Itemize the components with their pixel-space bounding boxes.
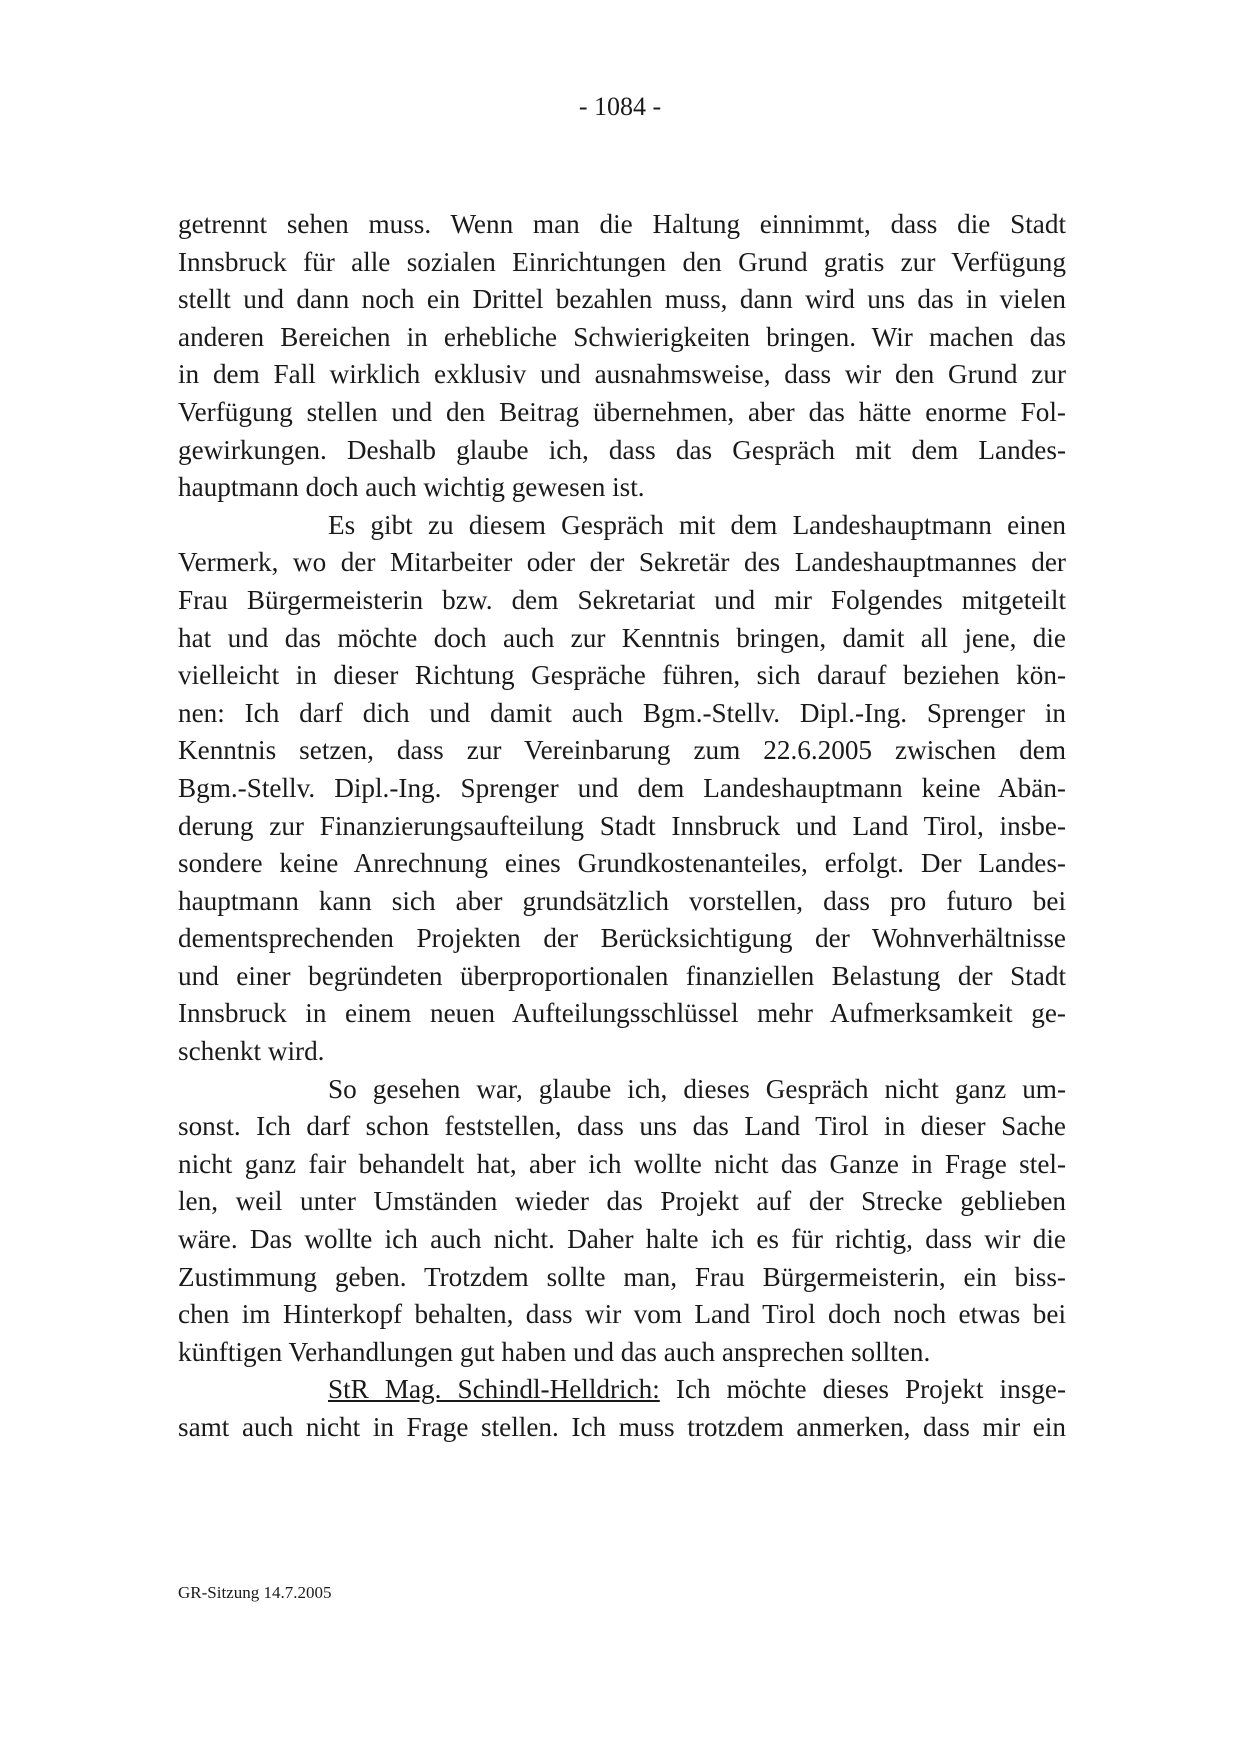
text-line: So gesehen war, glaube ich, dieses Gespräch nicht ganz um- <box>328 1073 1066 1104</box>
text-line: derung zur Finanzierungsaufteilung Stadt Innsbruck und Land Tirol, insbe- <box>178 810 1066 841</box>
text-line: hauptmann kann sich aber grundsätzlich vorstellen, dass pro futuro bei <box>178 885 1066 916</box>
text-line: und einer begründeten überproportionalen finanziellen Belastung der Stadt <box>178 960 1066 991</box>
text-line <box>178 1371 1066 1409</box>
text-line: Bgm.-Stellv. Dipl.-Ing. Sprenger und dem Landeshauptmann keine Abän- <box>178 772 1066 803</box>
paragraph-2 <box>178 507 1066 1071</box>
paragraph-1 <box>178 206 1066 507</box>
text-line: Innsbruck in einem neuen Aufteilungsschlüssel mehr Aufmerksamkeit ge- <box>178 998 1066 1029</box>
text-line: anderen Bereichen in erhebliche Schwierigkeiten bringen. Wir machen das <box>178 321 1066 352</box>
text-line: dementsprechenden Projekten der Berücksichtigung der Wohnverhältnisse <box>178 923 1066 954</box>
text-line: in dem Fall wirklich exklusiv und ausnahmsweise, dass wir den Grund zur <box>178 359 1066 390</box>
text-line: künftigen Verhandlungen gut haben und das auch ansprechen sollten. <box>178 1336 931 1367</box>
text-line: sondere keine Anrechnung eines Grundkostenanteiles, erfolgt. Der Landes- <box>178 848 1066 879</box>
text-line: hat und das möchte doch auch zur Kenntnis bringen, damit all jene, die <box>178 622 1066 653</box>
text-line: nen: Ich darf dich und damit auch Bgm.-Stellv. Dipl.-Ing. Sprenger in <box>178 697 1066 728</box>
body-text <box>178 206 1066 1447</box>
paragraph-4 <box>178 1371 1066 1446</box>
text-line: Vermerk, wo der Mitarbeiter oder der Sekretär des Landeshauptmannes der <box>178 547 1066 578</box>
text-line: stellt und dann noch ein Drittel bezahlen muss, dann wird uns das in vielen <box>178 284 1066 315</box>
speaker-statement: Ich möchte dieses Projekt insge- <box>659 1374 1066 1405</box>
text-line: vielleicht in dieser Richtung Gespräche führen, sich darauf beziehen kön- <box>178 660 1066 691</box>
text-line: Innsbruck für alle sozialen Einrichtungen den Grund gratis zur Verfügung <box>178 246 1066 277</box>
text-line: Es gibt zu diesem Gespräch mit dem Landeshauptmann einen <box>328 509 1066 540</box>
footer-session-date: GR-Sitzung 14.7.2005 <box>178 1583 332 1602</box>
text-line: gewirkungen. Deshalb glaube ich, dass das Gespräch mit dem Landes- <box>178 434 1066 465</box>
text-line: wäre. Das wollte ich auch nicht. Daher halte ich es für richtig, dass wir die <box>178 1224 1066 1255</box>
text-line: getrennt sehen muss. Wenn man die Haltung einnimmt, dass die Stadt <box>178 209 1066 239</box>
text-line: nicht ganz fair behandelt hat, aber ich wollte nicht das Ganze in Frage stel- <box>178 1148 1066 1179</box>
text-line: hauptmann doch auch wichtig gewesen ist. <box>178 472 645 503</box>
text-line: chen im Hinterkopf behalten, dass wir vom Land Tirol doch noch etwas bei <box>178 1299 1066 1330</box>
text-line: len, weil unter Umständen wieder das Projekt auf der Strecke geblieben <box>178 1186 1066 1217</box>
text-line: Frau Bürgermeisterin bzw. dem Sekretariat und mir Folgendes mitgeteilt <box>178 584 1066 615</box>
text-line: Verfügung stellen und den Beitrag übernehmen, aber das hätte enorme Fol- <box>178 396 1066 427</box>
text-line: samt auch nicht in Frage stellen. Ich muss trotzdem anmerken, dass mir ein <box>178 1412 1066 1442</box>
text-line: Zustimmung geben. Trotzdem sollte man, Frau Bürgermeisterin, ein biss- <box>178 1261 1066 1292</box>
page-number: - 1084 - <box>578 92 662 121</box>
speaker-name: StR Mag. Schindl-Helldrich: <box>328 1374 660 1405</box>
text-line: Kenntnis setzen, dass zur Vereinbarung zum 22.6.2005 zwischen dem <box>178 735 1066 766</box>
paragraph-3 <box>178 1071 1066 1372</box>
text-line: sonst. Ich darf schon feststellen, dass uns das Land Tirol in dieser Sache <box>178 1111 1066 1142</box>
text-line: schenkt wird. <box>178 1036 325 1067</box>
